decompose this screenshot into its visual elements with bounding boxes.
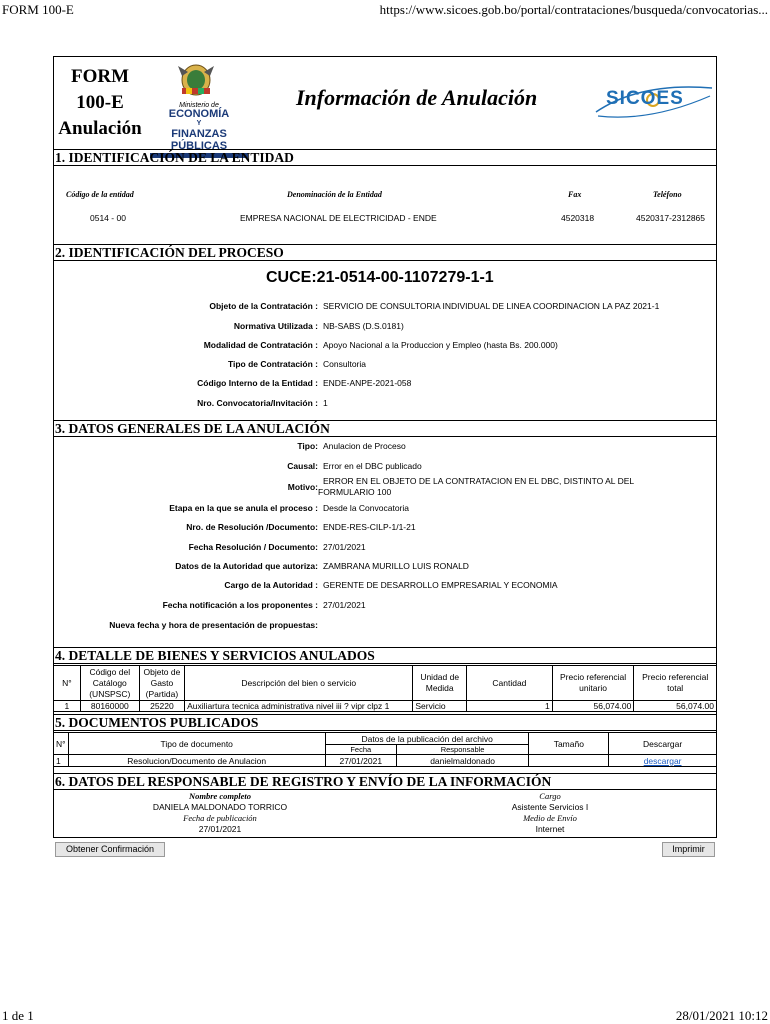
- items-col-total-price: [634, 666, 717, 701]
- entity-code: 0514 - 00: [90, 213, 126, 223]
- process-call-number-label: Nro. Convocatoria/Invitación :: [197, 398, 318, 408]
- item-num: 1: [54, 701, 81, 712]
- print-title: FORM 100-E: [2, 2, 74, 17]
- ministry-small: Ministerio de: [179, 102, 219, 109]
- authority-label: Datos de la Autoridad que autoriza:: [175, 561, 318, 571]
- responsible-date-label: Fecha de publicación: [183, 813, 257, 823]
- doc-num: 1: [54, 755, 69, 767]
- process-object-label: Objeto de la Contratación :: [209, 301, 318, 311]
- items-col-expense-l2: Gasto: [150, 677, 174, 688]
- ministry-logo: [146, 58, 252, 152]
- cancel-reason-label: Motivo:: [287, 482, 318, 492]
- page-indicator: 1 de 1: [2, 1008, 34, 1023]
- items-col-catalog-l2: Catálogo: [92, 677, 127, 688]
- cuce-code: CUCE:21-0514-00-1107279-1-1: [266, 269, 494, 286]
- cancel-reason-line2: FORMULARIO 100: [318, 487, 392, 497]
- cancel-type-label: Tipo:: [297, 441, 318, 451]
- authority-role-value: GERENTE DE DESARROLLO EMPRESARIAL Y ECONOMIA: [323, 580, 558, 590]
- authority-value: ZAMBRANA MURILLO LUIS RONALD: [323, 561, 469, 571]
- sicoes-wordmark: SICOES: [606, 88, 684, 109]
- items-col-description: Descripción del bien o servicio: [185, 666, 413, 701]
- items-col-expense-l1: Objeto de: [143, 666, 181, 677]
- entity-name-header: Denominación de la Entidad: [287, 190, 382, 199]
- form-code-block: [54, 64, 146, 142]
- download-link[interactable]: descargar: [643, 755, 682, 766]
- form-number: 100-E: [76, 92, 124, 113]
- cancel-cause-value: Error en el DBC publicado: [323, 461, 422, 471]
- documents-table: [53, 732, 717, 767]
- process-type-value: Consultoria: [323, 359, 366, 369]
- process-call-number-value: 1: [323, 398, 328, 408]
- table-row: [54, 755, 717, 767]
- responsible-name-value: DANIELA MALDONADO TORRICO: [152, 802, 288, 812]
- doc-size: [529, 755, 609, 767]
- responsible-channel-label: Medio de Envío: [523, 813, 577, 823]
- items-col-unit-price-l2: unitario: [579, 683, 607, 693]
- section3-heading: 3. DATOS GENERALES DE LA ANULACIÓN: [53, 420, 717, 437]
- cancel-stage-value: Desde la Convocatoria: [323, 503, 409, 513]
- coat-of-arms-icon: [146, 58, 252, 98]
- ministry-and: Y: [196, 120, 202, 127]
- items-col-expense-l3: (Partida): [145, 688, 179, 699]
- resolution-number-value: ENDE-RES-CILP-1/1-21: [323, 522, 416, 532]
- page-title: Información de Anulación: [296, 85, 538, 110]
- item-catalog: 80160000: [80, 701, 139, 712]
- process-norm-value: NB-SABS (D.S.0181): [323, 321, 404, 331]
- section1-heading: 1. IDENTIFICACIÓN DE LA ENTIDAD: [53, 149, 717, 166]
- items-col-total-price-l2: total: [667, 683, 684, 693]
- entity-phone-header: Teléfono: [653, 190, 682, 199]
- items-col-expense: [139, 666, 184, 701]
- ministry-finance: FINANZAS PÚBLICAS: [170, 128, 228, 152]
- responsible-right-block: [460, 791, 640, 835]
- responsible-left-block: [100, 791, 340, 835]
- process-modality-label: Modalidad de Contratación :: [203, 340, 318, 350]
- items-col-unit-l2: Medida: [425, 683, 454, 693]
- items-col-catalog-l3: (UNSPSC): [89, 688, 131, 699]
- entity-fax: 4520318: [561, 213, 595, 223]
- docs-col-num: N°: [54, 733, 69, 755]
- doc-download-cell: [609, 755, 717, 767]
- item-unit-price: 56,074.00: [552, 701, 634, 712]
- docs-col-download: Descargar: [609, 733, 717, 755]
- section5-heading: 5. DOCUMENTOS PUBLICADOS: [53, 714, 717, 731]
- resolution-number-label: Nro. de Resolución /Documento:: [186, 522, 318, 532]
- items-col-unit: [413, 666, 467, 701]
- new-date-label: Nueva fecha y hora de presentación de propuestas:: [109, 620, 318, 630]
- item-quantity: 1: [467, 701, 553, 712]
- items-col-catalog-l1: Código del: [89, 666, 131, 677]
- process-internal-code-label: Código Interno de la Entidad :: [197, 378, 318, 388]
- section2-heading: 2. IDENTIFICACIÓN DEL PROCESO: [53, 244, 717, 261]
- print-datetime: 28/01/2021 10:12: [675, 1008, 768, 1023]
- form-type: Anulación: [58, 118, 142, 139]
- entity-fax-header: Fax: [568, 190, 582, 199]
- notification-date-label: Fecha notificación a los proponentes :: [162, 600, 318, 610]
- cancel-cause-label: Causal:: [287, 461, 318, 471]
- section6-heading: 6. DATOS DEL RESPONSABLE DE REGISTRO Y ENVÍO DE LA INFORMACIÓN: [53, 773, 717, 790]
- print-button[interactable]: Imprimir: [662, 842, 715, 857]
- doc-date: 27/01/2021: [325, 755, 396, 767]
- responsible-role-value: Asistente Servicios I: [511, 802, 589, 812]
- cancel-reason-line1: ERROR EN EL OBJETO DE LA CONTRATACION EN EL DBC, DISTINTO AL DEL: [323, 476, 635, 486]
- cancel-type-value: Anulacion de Proceso: [323, 441, 406, 451]
- docs-header-row1: [54, 733, 717, 745]
- resolution-date-value: 27/01/2021: [323, 542, 366, 552]
- process-norm-label: Normativa Utilizada :: [233, 321, 318, 331]
- authority-role-label: Cargo de la Autoridad :: [224, 580, 318, 590]
- items-col-num: N°: [54, 666, 81, 701]
- items-header-row: [54, 666, 717, 701]
- responsible-channel-value: Internet: [535, 824, 565, 834]
- item-unit: Servicio: [413, 701, 467, 712]
- responsible-name-label: Nombre completo: [188, 791, 252, 801]
- doc-type: Resolucion/Documento de Anulacion: [68, 755, 325, 767]
- items-col-unit-price-l1: Precio referencial: [559, 672, 627, 682]
- item-expense: 25220: [139, 701, 184, 712]
- process-internal-code-value: ENDE-ANPE-2021-058: [323, 378, 412, 388]
- doc-responsible: danielmaldonado: [396, 755, 529, 767]
- docs-col-type: Tipo de documento: [68, 733, 325, 755]
- notification-date-value: 27/01/2021: [323, 600, 366, 610]
- table-row: [54, 701, 717, 712]
- process-type-label: Tipo de Contratación :: [227, 359, 318, 369]
- items-col-catalog: [80, 666, 139, 701]
- docs-col-pubdata: Datos de la publicación del archivo: [325, 733, 529, 745]
- item-description: Auxiliartura tecnica administrativa nivel iii ? vipr clpz 1: [185, 701, 413, 712]
- entity-phone: 4520317-2312865: [636, 213, 706, 223]
- cancel-stage-label: Etapa en la que se anula el proceso :: [169, 503, 318, 513]
- docs-col-responsible: Responsable: [396, 745, 529, 755]
- items-table: [53, 665, 717, 712]
- get-confirmation-button[interactable]: Obtener Confirmación: [55, 842, 165, 857]
- docs-col-date: Fecha: [325, 745, 396, 755]
- ministry-economy: ECONOMÍA: [168, 108, 230, 120]
- items-col-total-price-l1: Precio referencial: [642, 672, 709, 682]
- entity-name: EMPRESA NACIONAL DE ELECTRICIDAD - ENDE: [240, 213, 437, 223]
- sicoes-logo: [590, 76, 716, 124]
- items-col-quantity: Cantidad: [467, 666, 553, 701]
- responsible-date-value: 27/01/2021: [198, 824, 242, 834]
- items-col-unit-price: [552, 666, 634, 701]
- print-url: https://www.sicoes.gob.bo/portal/contrataciones/busqueda/convocatorias...: [379, 2, 768, 17]
- process-object-value: SERVICIO DE CONSULTORIA INDIVIDUAL DE LINEA COORDINACION LA PAZ 2021-1: [323, 301, 660, 311]
- items-col-unit-l1: Unidad de: [420, 672, 460, 682]
- process-modality-value: Apoyo Nacional a la Produccion y Empleo (hasta Bs. 200.000): [323, 340, 558, 350]
- form-label: FORM: [70, 66, 130, 87]
- resolution-date-label: Fecha Resolución / Documento:: [188, 542, 318, 552]
- item-total-price: 56,074.00: [634, 701, 717, 712]
- responsible-role-label: Cargo: [539, 791, 561, 801]
- entity-code-header: Código de la entidad: [66, 190, 134, 199]
- docs-col-size: Tamaño: [529, 733, 609, 755]
- section4-heading: 4. DETALLE DE BIENES Y SERVICIOS ANULADOS: [53, 647, 717, 664]
